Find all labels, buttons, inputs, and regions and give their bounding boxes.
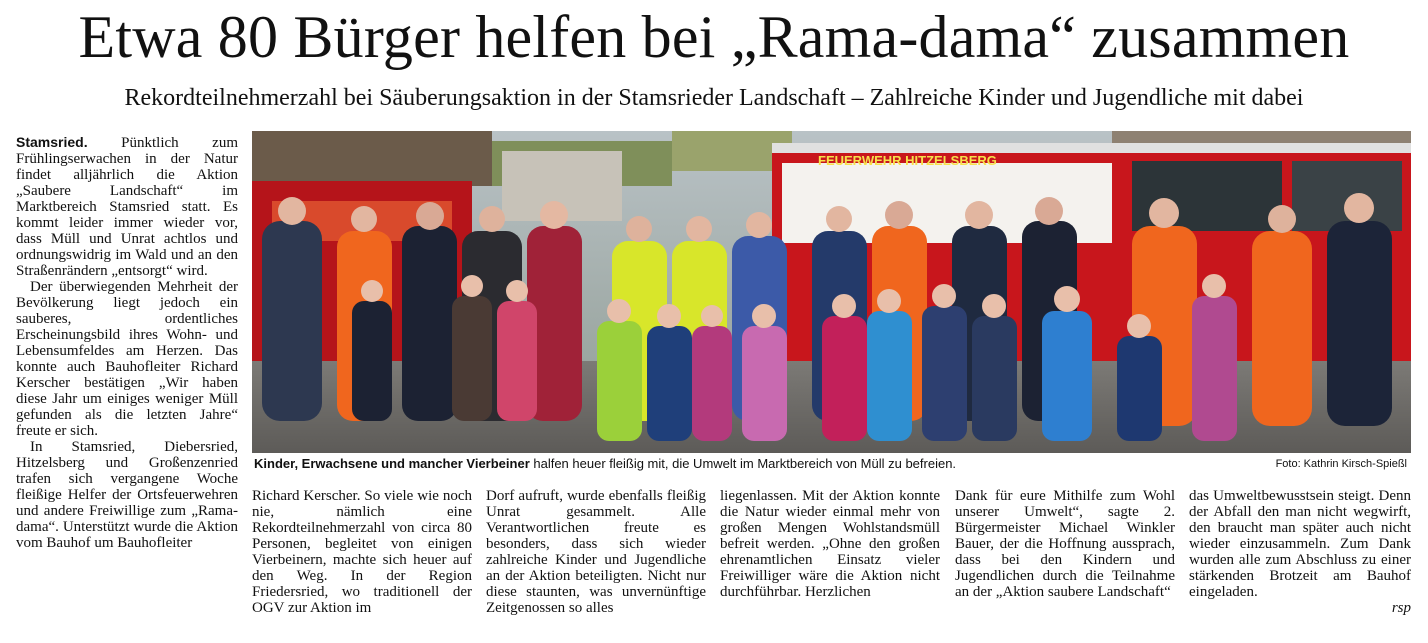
text-column-5 [955, 488, 1175, 628]
headline: Etwa 80 Bürger helfen bei „Rama-dama“ zusammen [78, 4, 1350, 70]
text-column-2 [252, 488, 472, 628]
paragraph: Dank für eure Mithilfe zum Wohl unserer Umwelt“, sagte 2. Bürgermeister Michael Winkler Bauer, der die Hoffnung aussprach, dass bei den Kindern und Jugendlichen durch die Teilnahme an der „Aktion saubere Landschaft“ [955, 488, 1175, 600]
text-column-1 [16, 134, 238, 624]
subheadline: Rekordteilnehmerzahl bei Säuberungsaktion in der Stamsrieder Landschaft – Zahlreiche Kinder und Jugendliche mit dabei [124, 85, 1304, 111]
truck-label: FEUERWEHR HITZELSBERG [818, 153, 997, 168]
author-signature: rsp [1391, 600, 1411, 616]
text-column-4 [720, 488, 940, 628]
paragraph: In Stamsried, Diebersried, Hitzelsberg und Großenzenried trafen sich vergangene Woche fleißige Helfer der Ortsfeuerwehren und andere Freiwillige zum „Rama-dama“. Unterstützt wurde die Aktion vom Bauhof um Bauhofleiter [16, 439, 238, 551]
paragraph: Der überwiegenden Mehrheit der Bevölkerung liegt jedoch ein sauberes, ordentliches Erscheinungsbild ihres Wohn- und Lebensumfeldes am Herzen. Das konnte auch Bauhofleiter Richard Kerscher bestätigen „Wir haben diese Jahr um einiges weniger Müll gefunden als die letzten Jahre“ freute er sich. [16, 279, 238, 439]
caption-bold: Kinder, Erwachsene und mancher Vierbeiner [254, 456, 530, 471]
dateline: Stamsried. [16, 134, 88, 150]
text-column-3 [486, 488, 706, 628]
paragraph-text: Pünktlich zum Frühlingserwachen in der Natur findet alljährlich die Aktion „Saubere Landschaft“ im Marktbereich Stamsried statt. Es kommt leider immer wieder vor, dass Müll und Unrat achtlos und ordnungswidrig im Wald und an den Straßenrändern „entsorgt“ wird. [16, 135, 238, 279]
paragraph: Dorf aufruft, wurde ebenfalls fleißig Unrat gesammelt. Alle Verantwortlichen freute es besonders, dass sich wieder zahlreiche Kinder und Jugendliche an der Aktion beteiligten. Nicht nur diese staunten, was unvernünftige Zeitgenossen so alles [486, 488, 706, 616]
caption-text [254, 455, 956, 473]
photo-caption [252, 455, 1411, 473]
caption-rest: halfen heuer fleißig mit, die Umwelt im Marktbereich von Müll zu befreien. [529, 456, 957, 471]
paragraph: liegenlassen. Mit der Aktion konnte die Natur wieder einmal mehr von großen Mengen Wohlstandsmüll befreit werden. „Ohne den großen ehrenamtlichen Einsatz vieler Freiwilliger wäre die Aktion nicht durchführbar. Herzlichen [720, 488, 940, 600]
paragraph [16, 134, 238, 279]
photo-credit: Foto: Kathrin Kirsch-Spießl [1275, 458, 1407, 470]
group-photo [252, 131, 1411, 453]
paragraph: das Umweltbewusstsein steigt. Denn der Abfall den man nicht wegwirft, den braucht man später auch nicht wieder einzusammeln. Zum Dank wurden alle zum Abschluss zu einer stärkenden Brotzeit am Bauhof eingeladen. [1189, 488, 1411, 600]
text-column-6 [1189, 488, 1411, 628]
paragraph: Richard Kerscher. So viele wie noch nie, nämlich eine Rekordteilnehmerzahl von circa 80 Personen, begleitet von einigen Vierbeinern, machte sich heuer auf den Weg. In der Region Friedersried, wo traditionell der OGV zur Aktion im [252, 488, 472, 616]
